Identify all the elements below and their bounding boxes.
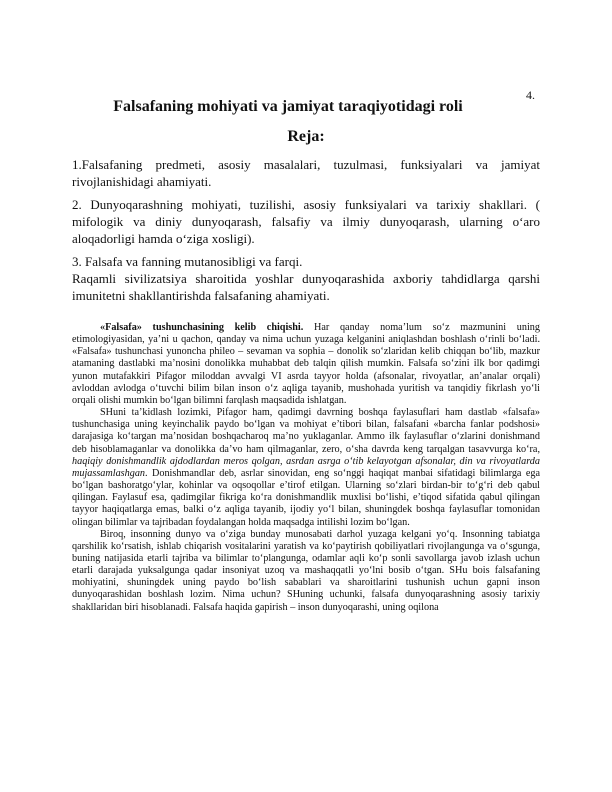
- paragraph-2: [72, 407, 540, 529]
- paragraph-3-lead: Biroq: [100, 528, 124, 540]
- paragraph-3: [72, 529, 540, 614]
- plan-item-3: 3. Falsafa va fanning mutanosibligi va farqi.: [72, 254, 303, 269]
- paragraph-2-text-a: SHuni ta’kidlash lozimki, Pifagor ham, qadimgi davrning boshqa faylasuflari ham dastlab «falsafa» tushunchasiga uning keyinchalik paydo bo‘lgan va mohiyat e’tibori bilan, falsafani «barcha fanlar podshosi» darajasiga ko‘targan ma’nosidan boshqacharoq ma’no yuklaganlar. Ammo ilk faylasuflar o‘zlarini donishmand deb hisoblamaganlar va donolikka da’vo ham qilmaganlar, zero, o‘sha davrda keng tarqalgan tasavvurga ko‘ra,: [72, 407, 540, 455]
- body-text: [72, 322, 540, 614]
- plan-list: [72, 156, 540, 304]
- paragraph-1: [72, 322, 540, 407]
- document-title-text: Falsafaning mohiyati va jamiyat taraqiyotidagi roli: [113, 98, 463, 115]
- plan-item-1: 1.Falsafaning predmeti, asosiy masalalari, tuzulmasi, funksiyalari va jamiyat rivojlanishidagi ahamiyati.: [72, 157, 540, 189]
- plan-item-4: Raqamli sivilizatsiya sharoitida yoshlar dunyoqarashida axboriy tahdidlarga qarshi imunitetni shakllantirishda falsafaning ahamiyati.: [72, 271, 540, 303]
- document-title: [0, 98, 612, 116]
- paragraph-1-lead: «Falsafa» tushunchasining kelib chiqishi.: [100, 322, 304, 333]
- page-number: 4.: [526, 88, 535, 102]
- plan-item-2: 2. Dunyoqarashning mohiyati, tuzilishi, asosiy funksiyalari va tarixiy shakllari. ( mifologik va diniy dunyoqarash, falsafiy va ilmiy dunyoqarash, ularning o‘aro aloqadorligi hamda o‘ziga xosligi).: [72, 197, 540, 246]
- paragraph-2-text-b: . Donishmandlar deb, asrlar sinovidan, eng so‘nggi haqiqat manbai sifatidagi bilimlarga ega bo‘lgan bashoratgo‘ylar, kohinlar va oqsoqollar e’tirof etilgan. Ularning so‘zlari birdan-bir to‘g‘ri deb qabul qilingan. Faylasuf esa, qadimgilar fikriga ko‘ra donishmandlik muxlisi bo‘lishi, e’tiqod sifatida qabul qilingan tayyor haqiqatlarga emas, balki o‘z aqliga tayanib, ijodiy yo‘l bilan, shuningdek boshqa faylasuflar tomonidan olingan bilimlar va tajribadan foydalangan holda maqsadga intilishi lozim bo‘lgan.: [72, 467, 540, 528]
- paragraph-3-text: , insonning dunyo va o‘ziga bunday munosabati darhol yuzaga kelgani yo‘q. Insonning tabiatga qarshilik ko‘rsatish, ishlab chiqarish vositalarini yaratish va ko‘paytirish qobiliyatlari rivojlangunga va o‘sgunga, buning natijasida etarli tajriba va bilimlar to‘plangunga, odamlar aqli ko‘p sonli savollarga javob izlash uchun etarli darajada yuksalgunga qadar insoniyat uzoq va mashaqqatli yo‘lni bosib o‘tgan. SHu bois falsafaning mohiyatini, shuningdek uning paydo bo‘lish sabablari va sharoitlarini tushunish uchun gapni inson dunyoqarashidan boshlash lozim. Nima uchun? SHuning uchunki, falsafa dunyoqarashning asosiy tarixiy shakllaridan biri hisoblanadi. Falsafa haqida gapirish – inson dunyoqarashi, uning oqilona: [72, 528, 540, 613]
- paragraph-2-italic: haqiqiy donishmandlik ajdodlardan meros qolgan, asrdan asrga o‘tib kelayotgan afsonalar, din va rivoyatlarda mujassamlashgan: [72, 455, 540, 479]
- paragraph-1-text: Har qanday noma’lum so‘z mazmunini uning etimologiyasidan, ya’ni u qachon, qanday va nima uchun yuzaga kelganini aniqlashdan boshlash o‘rinli bo‘ladi. «Falsafa» tushunchasi yunoncha phileo – sevaman va sophia – donolik so‘zlaridan kelib chiqqan bo‘lib, mazkur atamaning dastlabki ma’nosini donolikka muhabbat deb talqin qilish mumkin. Falsafa so‘zini ilk bor qadimgi yunon mutafakkiri Pifagor miloddan avvalgi VI asrda tayyor holda (afsonalar, rivoyatlar, an’analar orqali) avloddan avlodga o‘tuvchi bilim bilan inson o‘z aqliga tayanib, mushohada yuritish va tanqidiy fikrlash yo‘li orqali olishi mumkin bo‘lgan bilimni farqlash maqsadida ishlatgan.: [72, 322, 540, 406]
- plan-heading: Reja:: [287, 128, 325, 145]
